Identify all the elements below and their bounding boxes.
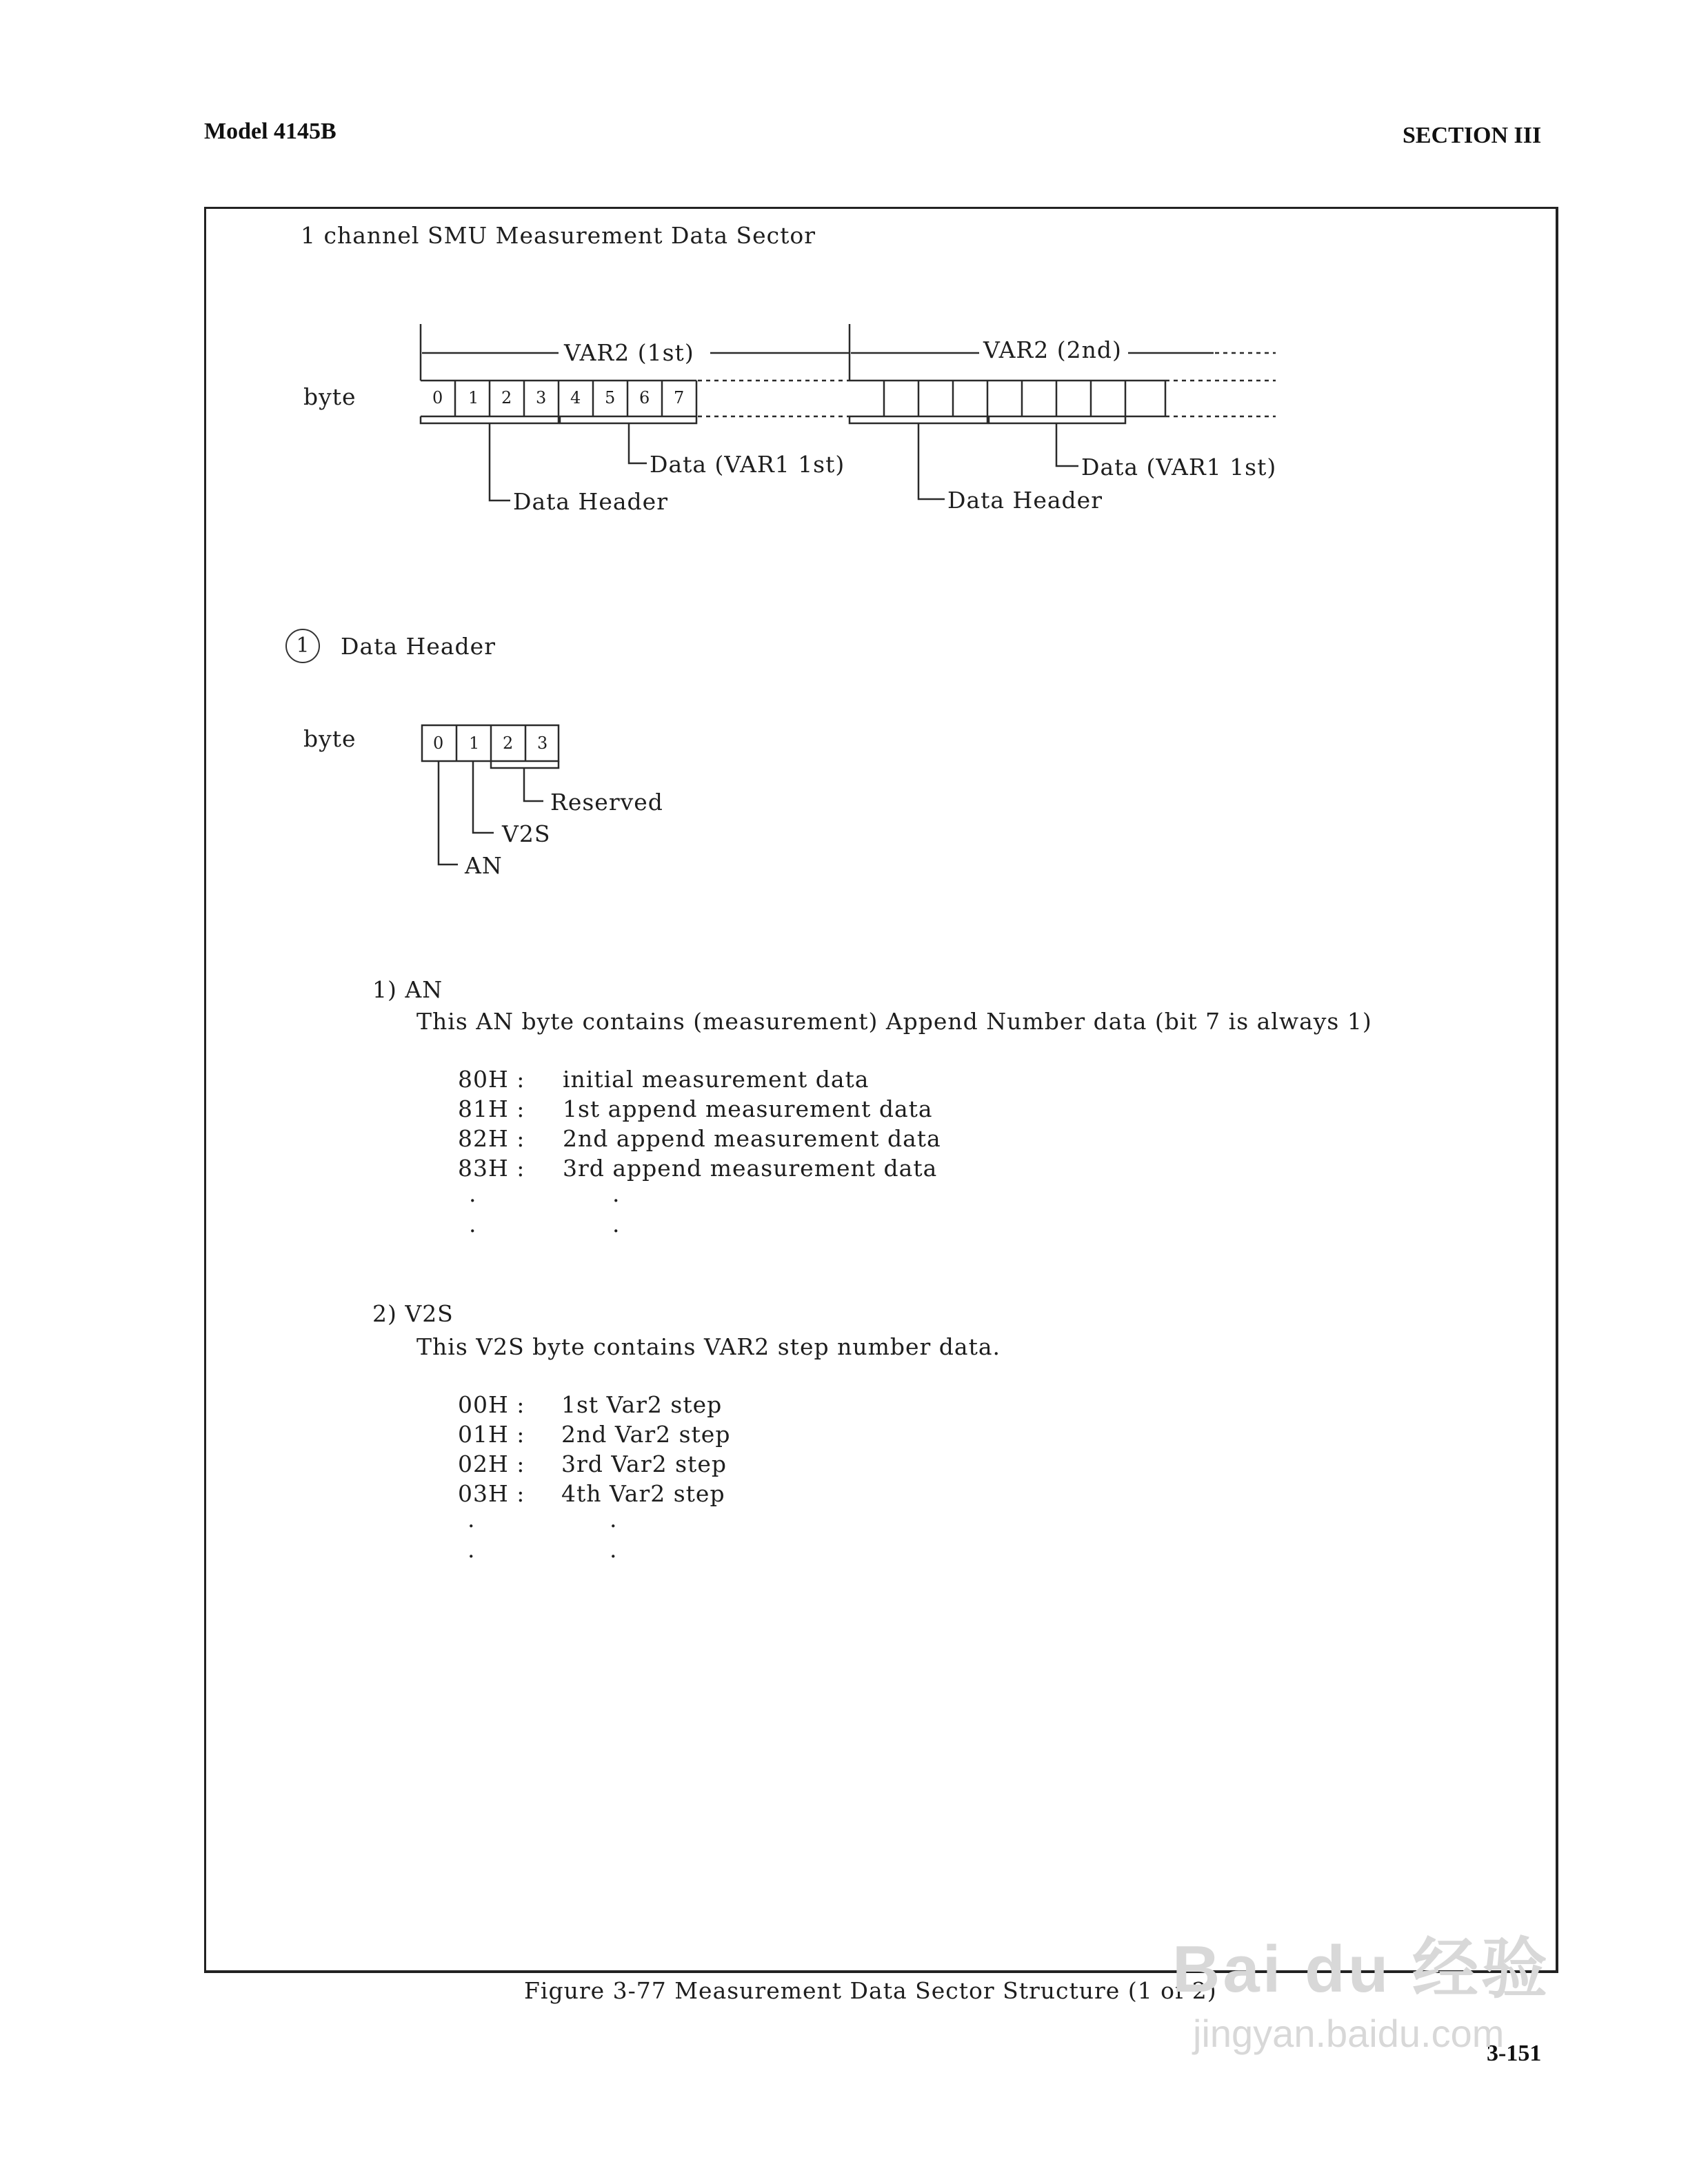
v2s-code: 01H : — [458, 1421, 525, 1448]
byte-number: 2 — [501, 388, 512, 407]
var2-second-label: VAR2 (2nd) — [983, 336, 1122, 363]
an-text: initial measurement data — [563, 1066, 870, 1093]
ellipsis-dot: . — [610, 1536, 618, 1563]
byte-number: 1 — [469, 734, 480, 753]
figure-caption: Figure 3-77 Measurement Data Sector Structure (1 of 2) — [524, 1977, 1217, 2004]
watermark-url: jingyan.baidu.com — [1193, 2012, 1505, 2055]
ellipsis-dot: . — [468, 1506, 476, 1533]
ellipsis-dot: . — [469, 1211, 477, 1237]
an-code: 80H : — [458, 1066, 525, 1093]
data-var1-label-2: Data (VAR1 1st) — [1081, 454, 1277, 481]
an-label: AN — [465, 852, 503, 879]
page-number: 3-151 — [1487, 2041, 1542, 2066]
ellipsis-dot: . — [612, 1211, 621, 1237]
data-header-byte-label: byte — [303, 725, 356, 752]
section-number-circle: 1 — [285, 629, 320, 663]
baidu-watermark — [1172, 1917, 1550, 2056]
an-text: 2nd append measurement data — [563, 1125, 941, 1152]
byte-number: 6 — [639, 388, 650, 407]
model-label: Model 4145B — [204, 119, 336, 144]
an-code: 83H : — [458, 1155, 525, 1182]
reserved-label: Reserved — [550, 789, 663, 816]
ellipsis-dot: . — [468, 1536, 476, 1563]
an-code: 81H : — [458, 1095, 525, 1122]
byte-number: 2 — [503, 734, 514, 753]
section-label: SECTION III — [1403, 123, 1542, 148]
byte-number: 3 — [536, 388, 547, 407]
an-code: 82H : — [458, 1125, 525, 1152]
v2s-code: 00H : — [458, 1391, 525, 1418]
v2s-text: 1st Var2 step — [561, 1391, 723, 1418]
data-header-label-1: Data Header — [513, 488, 668, 515]
sector-title: 1 channel SMU Measurement Data Sector — [301, 222, 816, 249]
byte-number: 7 — [674, 388, 685, 407]
v2s-text: 3rd Var2 step — [561, 1450, 727, 1477]
byte-number: 0 — [432, 388, 443, 407]
an-text: 1st append measurement data — [563, 1095, 933, 1122]
an-heading: 1) AN — [372, 976, 443, 1003]
watermark-brand: Bai du 经验 — [1172, 1932, 1551, 2006]
ellipsis-dot: . — [469, 1180, 477, 1207]
v2s-heading: 2) V2S — [372, 1300, 454, 1327]
v2s-code: 02H : — [458, 1450, 525, 1477]
v2s-text: 2nd Var2 step — [561, 1421, 731, 1448]
v2s-code: 03H : — [458, 1480, 525, 1507]
byte-number: 4 — [570, 388, 581, 407]
ellipsis-dot: . — [612, 1180, 621, 1207]
var2-first-label: VAR2 (1st) — [564, 339, 694, 366]
v2s-text: 4th Var2 step — [561, 1480, 725, 1507]
data-header-title: Data Header — [341, 633, 496, 660]
byte-number: 3 — [537, 734, 548, 753]
sector-byte-label: byte — [303, 383, 356, 410]
data-var1-label-1: Data (VAR1 1st) — [650, 451, 845, 478]
v2s-description: This V2S byte contains VAR2 step number data. — [416, 1333, 1001, 1360]
byte-number: 0 — [433, 734, 444, 753]
data-header-label-2: Data Header — [947, 487, 1103, 514]
ellipsis-dot: . — [610, 1506, 618, 1533]
an-text: 3rd append measurement data — [563, 1155, 938, 1182]
v2s-label: V2S — [502, 820, 551, 847]
byte-number: 5 — [605, 388, 616, 407]
byte-number: 1 — [468, 388, 479, 407]
an-description: This AN byte contains (measurement) Append Number data (bit 7 is always 1) — [416, 1008, 1372, 1035]
